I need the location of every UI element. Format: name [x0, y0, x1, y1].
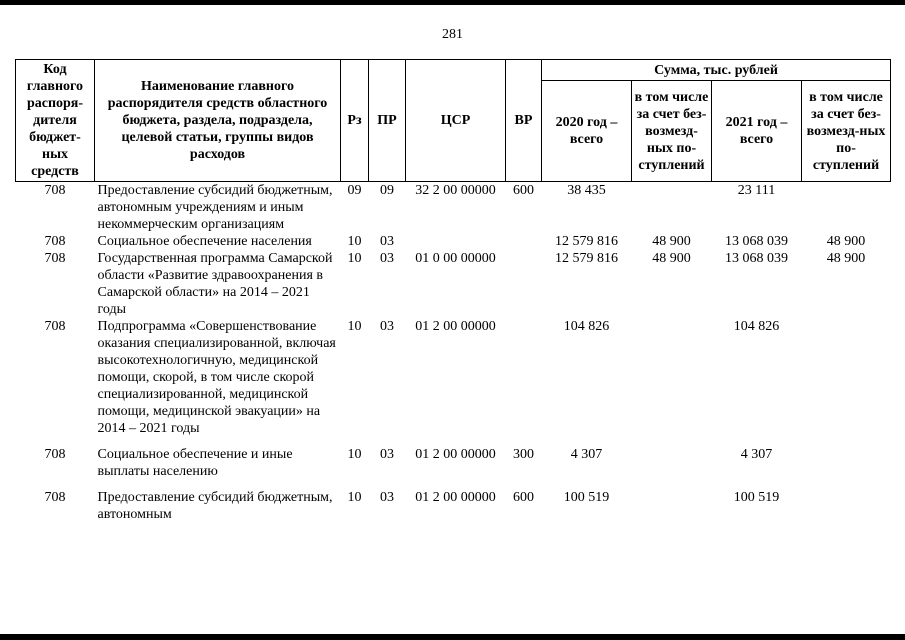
bottom-border — [0, 634, 905, 640]
header-vr: ВР — [506, 60, 542, 182]
cell-2020-total: 38 435 — [567, 183, 606, 198]
cell-2021-gratuitous — [802, 318, 891, 437]
cell-csr: 01 0 00 00000 — [415, 251, 496, 266]
cell-rz: 10 — [347, 319, 362, 334]
cell-pr: 03 — [380, 319, 394, 334]
cell-2021-gratuitous: 48 900 — [826, 251, 866, 266]
cell-name: Подпрограмма «Совершенствование оказания специализированной, включая высокотехнологичную, медицинской помощи, скорой, в том числе скорой специализированной, медицинской помощи, медицинской эвакуации» на 2014 – 2021 годы — [97, 319, 336, 436]
cell-name: Социальное обеспечение и иные выплаты населению — [97, 447, 293, 479]
cell-pr: 03 — [380, 234, 394, 249]
cell-pr: 03 — [380, 447, 394, 462]
cell-csr: 01 2 00 00000 — [415, 490, 496, 505]
cell-rz: 10 — [347, 447, 362, 462]
cell-code: 708 — [44, 447, 66, 462]
cell-name: Государственная программа Самарской области «Развитие здравоохранения в Самарской области» на 2014 – 2021 годы — [97, 251, 333, 317]
cell-2020-total: 12 579 816 — [555, 251, 618, 266]
header-code: Код главного распоря-дителя бюджет-ных средств — [16, 60, 95, 182]
cell-2020-total: 12 579 816 — [555, 234, 618, 249]
cell-2020-gratuitous — [632, 489, 712, 523]
table-row — [16, 489, 891, 523]
cell-csr: 32 2 00 00000 — [415, 183, 496, 198]
cell-2020-total: 100 519 — [563, 490, 610, 505]
cell-2021-total: 13 068 039 — [725, 251, 788, 266]
cell-vr: 300 — [513, 447, 534, 462]
cell-code: 708 — [44, 319, 66, 334]
cell-2020-gratuitous — [632, 318, 712, 437]
cell-code: 708 — [44, 234, 66, 249]
cell-rz: 10 — [347, 490, 362, 505]
cell-2020-gratuitous: 48 900 — [652, 234, 691, 249]
top-border — [0, 0, 905, 5]
cell-2020-gratuitous: 48 900 — [652, 251, 691, 266]
cell-rz: 10 — [347, 234, 362, 249]
cell-name: Социальное обеспечение населения — [97, 234, 312, 249]
cell-code: 708 — [44, 183, 66, 198]
cell-csr: 01 2 00 00000 — [415, 447, 496, 462]
cell-pr: 03 — [380, 251, 394, 266]
header-2021-gratuitous: в том числе за счет без-возмезд-ных по-ступлений — [802, 81, 891, 182]
cell-code: 708 — [44, 490, 66, 505]
cell-vr: 600 — [513, 183, 534, 198]
cell-name: Предоставление субсидий бюджетным, автономным — [97, 490, 333, 522]
cell-vr — [506, 250, 542, 318]
cell-csr — [406, 233, 506, 250]
cell-2020-total: 4 307 — [570, 447, 603, 462]
table-row — [16, 446, 891, 480]
cell-pr: 03 — [380, 490, 394, 505]
cell-2020-gratuitous — [632, 446, 712, 480]
cell-2020-total: 104 826 — [563, 319, 610, 334]
cell-2021-total: 100 519 — [733, 490, 780, 505]
cell-vr — [506, 233, 542, 250]
header-row-1 — [16, 60, 891, 81]
cell-2021-total: 13 068 039 — [725, 234, 788, 249]
cell-2021-gratuitous — [802, 446, 891, 480]
cell-2021-total: 4 307 — [740, 447, 773, 462]
table-row — [16, 250, 891, 318]
table-row — [16, 182, 891, 234]
header-sum: Сумма, тыс. рублей — [542, 60, 891, 81]
table-row — [16, 233, 891, 250]
cell-code: 708 — [44, 251, 66, 266]
header-name: Наименование главного распорядителя средств областного бюджета, раздела, подраздела, целевой статьи, группы видов расходов — [95, 60, 341, 182]
cell-2021-gratuitous: 48 900 — [826, 234, 866, 249]
cell-2021-gratuitous — [802, 182, 891, 234]
cell-2021-total: 23 111 — [737, 183, 776, 198]
row-spacer — [16, 480, 891, 489]
header-rz: Рз — [341, 60, 369, 182]
row-spacer — [16, 437, 891, 446]
page-number: 281 — [442, 27, 463, 42]
cell-2021-gratuitous — [802, 489, 891, 523]
cell-2020-gratuitous — [632, 182, 712, 234]
cell-vr: 600 — [513, 490, 534, 505]
cell-rz: 10 — [347, 251, 362, 266]
cell-pr: 09 — [380, 183, 394, 198]
cell-2021-total: 104 826 — [733, 319, 780, 334]
cell-vr — [506, 318, 542, 437]
header-2020-total: 2020 год – всего — [542, 81, 632, 182]
table-row — [16, 318, 891, 437]
header-csr: ЦСР — [406, 60, 506, 182]
cell-rz: 09 — [347, 183, 362, 198]
header-pr: ПР — [369, 60, 406, 182]
cell-csr: 01 2 00 00000 — [415, 319, 496, 334]
budget-table — [15, 59, 891, 523]
header-2021-total: 2021 год – всего — [712, 81, 802, 182]
header-2020-gratuitous: в том числе за счет без-возмезд-ных по-ступлений — [632, 81, 712, 182]
cell-name: Предоставление субсидий бюджетным, автономным учреждениям и иным некоммерческим организациям — [97, 183, 333, 232]
